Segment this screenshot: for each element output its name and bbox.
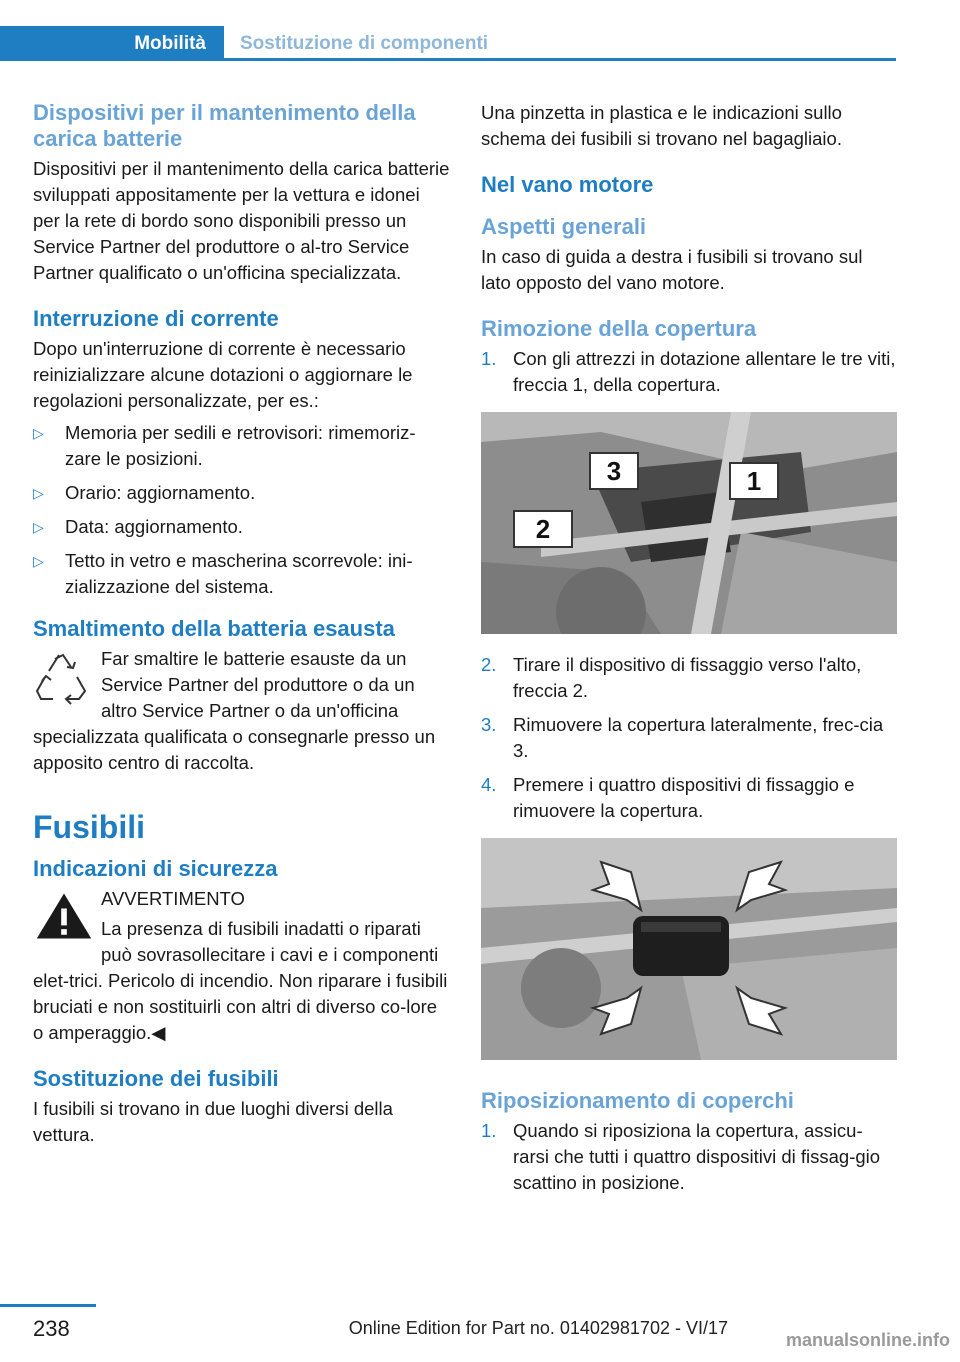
interrupt-heading: Interruzione di corrente — [33, 306, 279, 331]
replace-heading: Sostituzione dei fusibili — [33, 1066, 279, 1091]
step-item: 3. Rimuovere la copertura lateralmente, frec-cia 3. — [481, 714, 884, 761]
replace-paragraph: I fusibili si trovano in due luoghi diversi della vettura. — [33, 1098, 393, 1145]
warning-label: AVVERTIMENTO — [101, 888, 245, 909]
reposition-heading: Riposizionamento di coperchi — [481, 1088, 794, 1113]
fuses-heading: Fusibili — [33, 809, 145, 845]
arrow-label-3: 3 — [589, 452, 639, 490]
fuse-box-illustration — [481, 838, 897, 1060]
site-watermark: manualsonline.info — [785, 1330, 950, 1350]
list-item: ▷ Data: aggiornamento. — [33, 514, 451, 540]
general-heading: Aspetti generali — [481, 214, 647, 239]
left-column — [33, 100, 451, 1148]
warning-block — [33, 886, 451, 1046]
edition-note: Online Edition for Part no. 01402981702 - VI/17 — [348, 1318, 728, 1338]
warning-paragraph: La presenza di fusibili inadatti o riparati può sovrasollecitare i cavi e i componenti elet-trici. Pericolo di incendio. Non riparare i fusibili bruciati e non sostituirli con altri di diverso co-lore o amperaggio.◀ — [33, 918, 448, 1043]
engine-heading: Nel vano motore — [481, 172, 654, 197]
fuse-box-photo — [481, 838, 897, 1060]
list-item: ▷ Memoria per sedili e retrovisori: rimemoriz-zare le posizioni. — [33, 422, 416, 469]
safety-heading: Indicazioni di sicurezza — [33, 856, 278, 881]
step-item: 2. Tirare il dispositivo di fissaggio verso l'alto, freccia 2. — [481, 654, 862, 701]
list-item: ▷ Orario: aggiornamento. — [33, 480, 451, 506]
disposal-heading: Smaltimento della batteria esausta — [33, 616, 395, 641]
removal-steps-b — [481, 652, 897, 824]
triangle-bullet-icon: ▷ — [33, 519, 44, 535]
section-title: Sostituzione di componenti — [240, 33, 489, 54]
intro-paragraph: Una pinzetta in plastica e le indicazioni sullo schema dei fusibili si trovano nel bagagliaio. — [481, 102, 842, 149]
chapter-label: Mobilità — [134, 33, 206, 54]
arrow-label-1: 1 — [729, 462, 779, 500]
triangle-bullet-icon: ▷ — [33, 425, 44, 441]
maint-paragraph: Dispositivi per il mantenimento della carica batterie sviluppati appositamente per la vettura e idonei per la rete di bordo sono disponibili presso un Service Partner del produttore o al-tro Service Partner qualificato o un'officina specializzata. — [33, 158, 450, 283]
footer-rule — [0, 1304, 96, 1307]
maint-heading: Dispositivi per il mantenimento della carica batterie — [33, 100, 416, 151]
recycle-icon — [33, 648, 91, 714]
removal-steps-a — [481, 346, 897, 398]
general-paragraph: In caso di guida a destra i fusibili si trovano sul lato opposto del vano motore. — [481, 246, 863, 293]
right-column — [481, 100, 897, 1204]
triangle-bullet-icon: ▷ — [33, 485, 44, 501]
step-item: 4. Premere i quattro dispositivi di fissaggio e rimuovere la copertura. — [481, 774, 855, 821]
disposal-block — [33, 646, 451, 776]
reposition-steps — [481, 1118, 897, 1196]
interrupt-list — [33, 420, 451, 600]
interrupt-paragraph: Dopo un'interruzione di corrente è necessario reinizializzare alcune dotazioni o aggiornare le regolazioni personalizzate, per es.: — [33, 338, 413, 411]
disposal-paragraph: Far smaltire le batterie esauste da un Service Partner del produttore o da un altro Service Partner o da un'officina specializzata qualificata o consegnarle presso un apposito centro di raccolta. — [33, 648, 436, 773]
arrow-label-2: 2 — [513, 510, 573, 548]
page-number: 238 — [33, 1316, 70, 1341]
step-item: 1. Quando si riposiziona la copertura, assicu-rarsi che tutti i quattro dispositivi di fissag-gio scattino in posizione. — [481, 1120, 881, 1193]
triangle-bullet-icon: ▷ — [33, 553, 44, 569]
step-item: 1. Con gli attrezzi in dotazione allentare le tre viti, freccia 1, della copertura. — [481, 348, 896, 395]
chapter-tab — [0, 26, 224, 61]
list-item: ▷ Tetto in vetro e mascherina scorrevole: ini-zializzazione del sistema. — [33, 550, 413, 597]
warning-icon — [33, 888, 95, 944]
removal-heading: Rimozione della copertura — [481, 316, 757, 341]
engine-cover-photo — [481, 412, 897, 634]
